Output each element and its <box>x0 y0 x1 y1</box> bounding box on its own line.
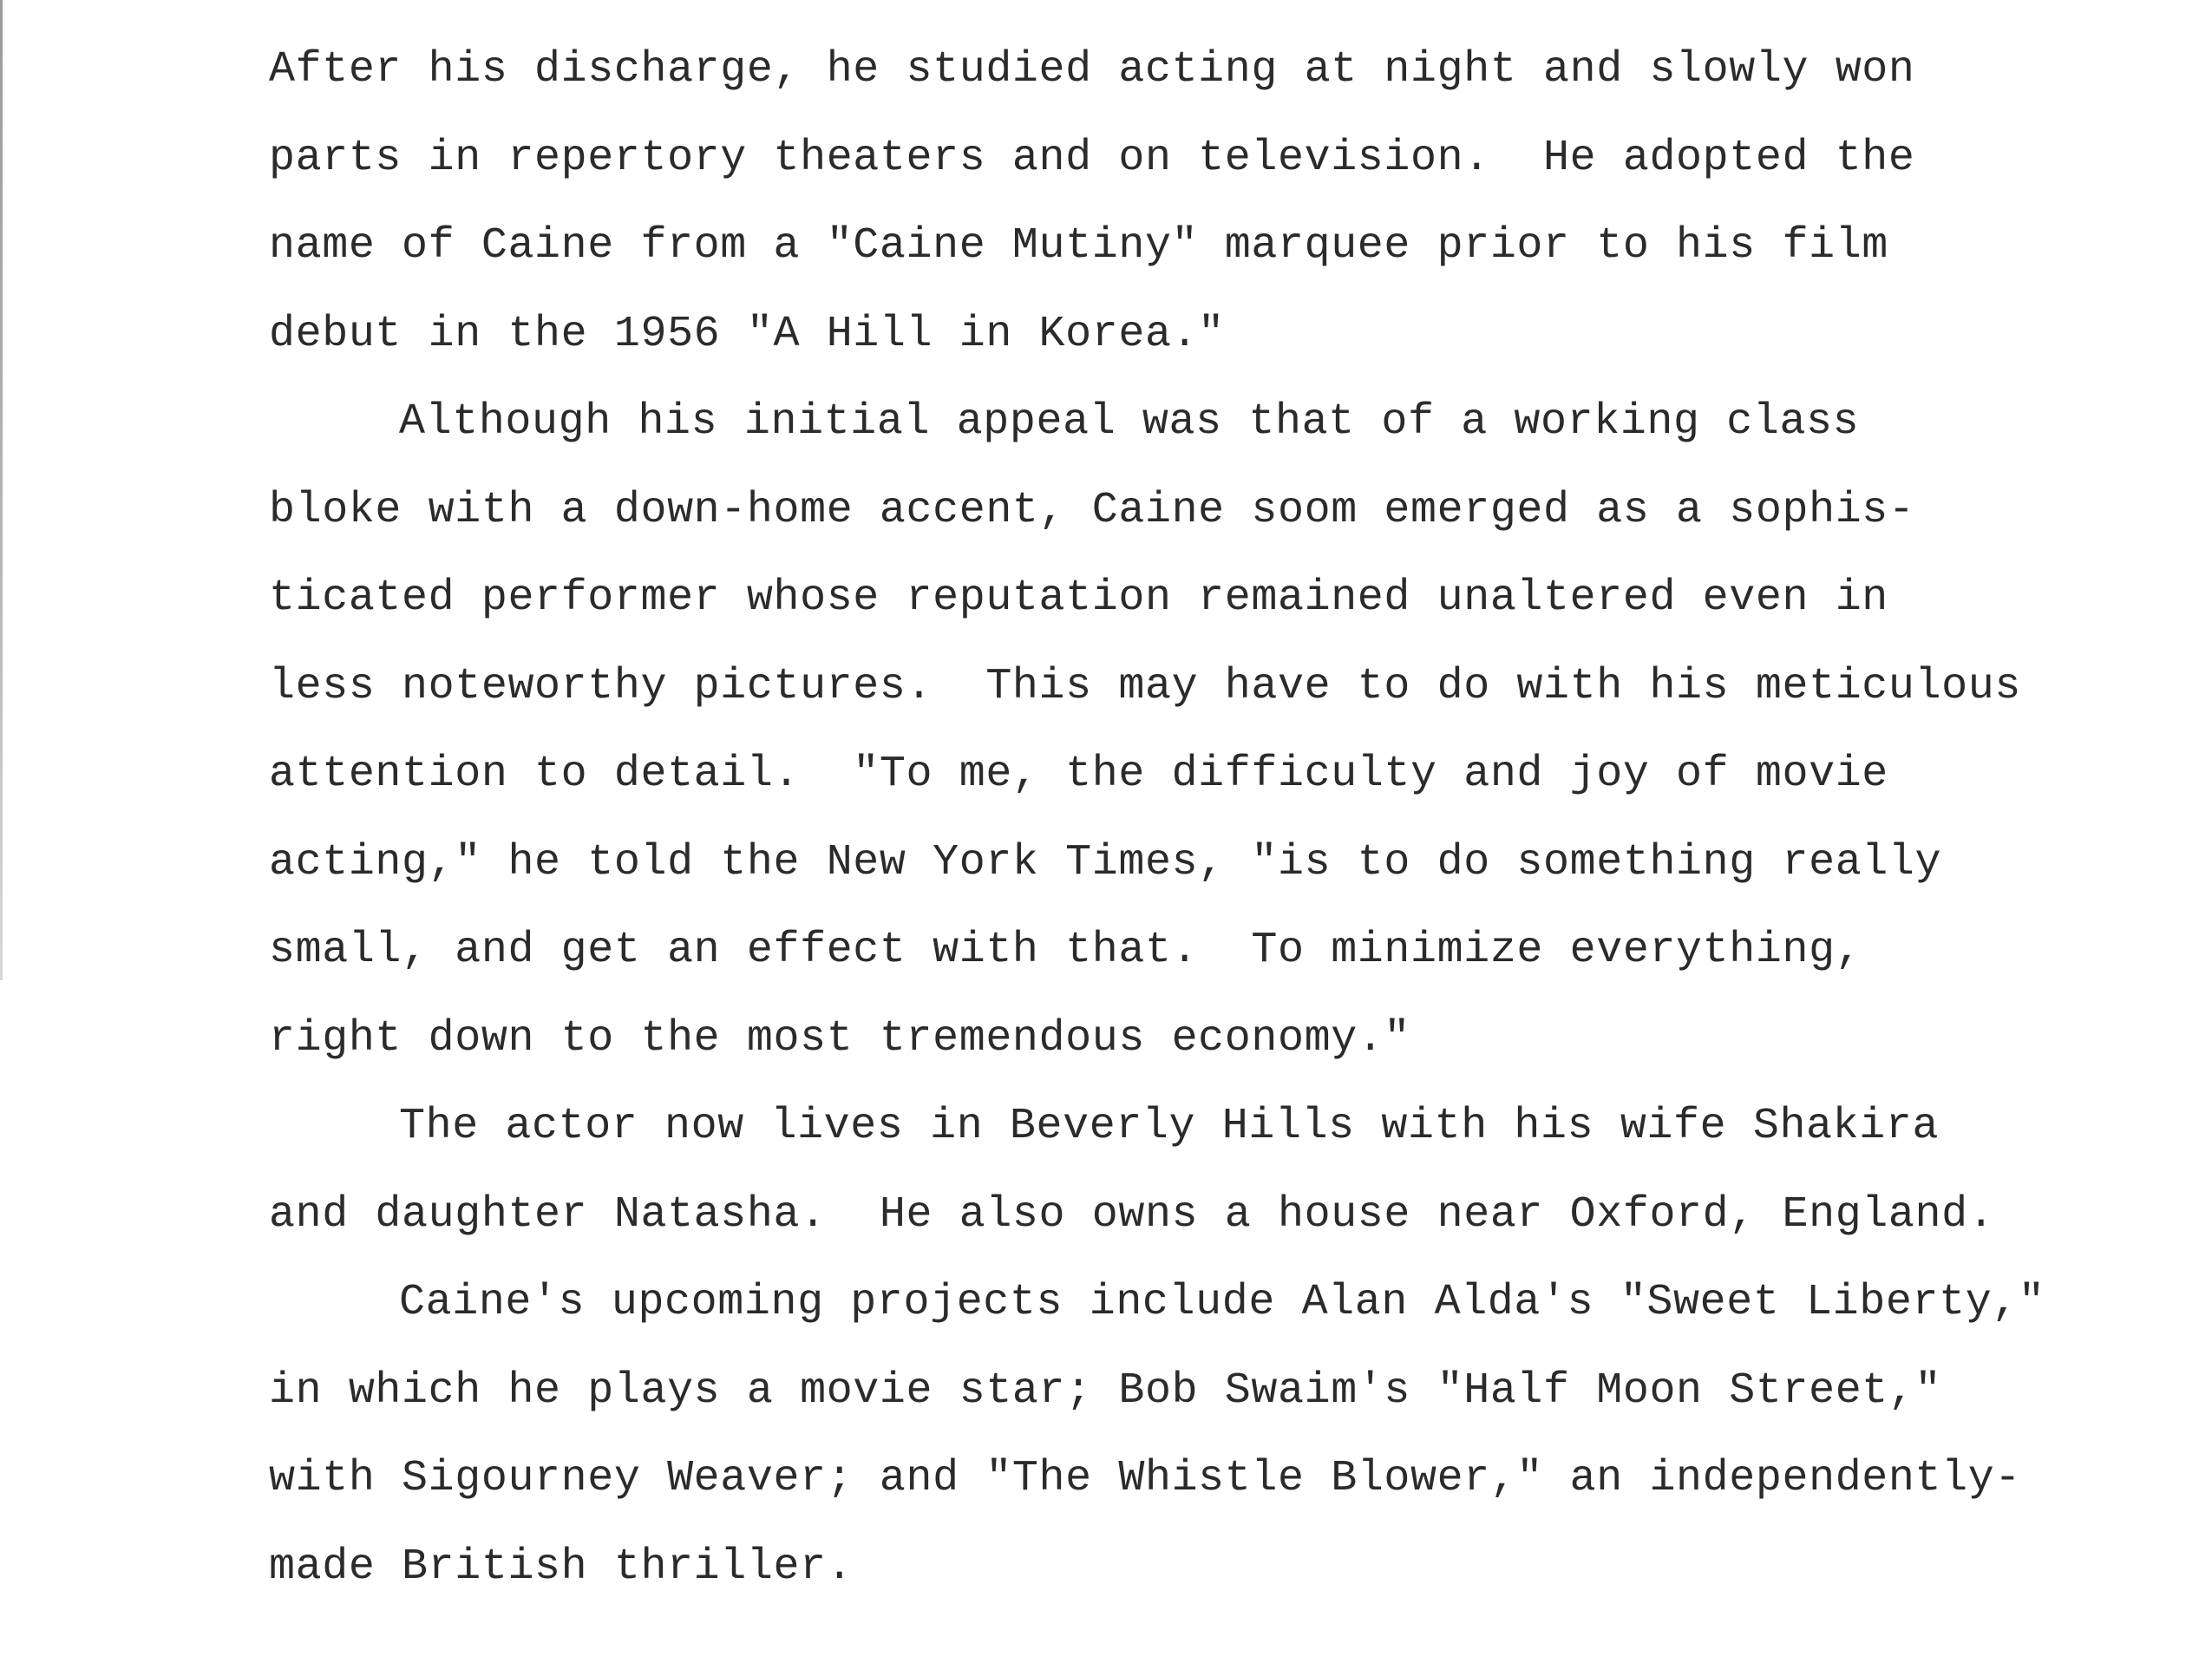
text-line: parts in repertory theaters and on television. He adopted the <box>269 133 1915 183</box>
text-line: Caine's upcoming projects include Alan Alda's "Sweet Liberty," <box>399 1278 2045 1327</box>
text-line: ticated performer whose reputation remained unaltered even in <box>269 573 1888 623</box>
page-edge-shadow <box>0 0 3 980</box>
text-line: right down to the most tremendous economy." <box>269 1013 1411 1064</box>
text-line: Although his initial appeal was that of a working class <box>399 397 1860 447</box>
text-line: debut in the 1956 "A Hill in Korea." <box>269 309 1225 359</box>
text-line: made British thriller. <box>269 1542 854 1592</box>
text-line: less noteworthy pictures. This may have to do with his meticulous <box>269 661 2021 711</box>
text-line: acting," he told the New York Times, "is to do something really <box>269 837 1942 887</box>
text-line: name of Caine from a "Caine Mutiny" marquee prior to his film <box>269 221 1888 271</box>
text-line: attention to detail. "To me, the difficulty and joy of movie <box>269 750 1888 799</box>
body-text <box>269 26 2177 1611</box>
text-line: with Sigourney Weaver; and "The Whistle Blower," an independently- <box>269 1454 2021 1503</box>
text-line: bloke with a down-home accent, Caine soom emerged as a sophis- <box>269 485 1915 535</box>
text-line: The actor now lives in Beverly Hills with his wife Shakira <box>399 1102 1940 1151</box>
text-line: small, and get an effect with that. To minimize everything, <box>269 926 1862 975</box>
text-line: in which he plays a movie star; Bob Swaim's "Half Moon Street," <box>269 1365 1942 1416</box>
text-line: After his discharge, he studied acting at night and slowly won <box>269 45 1915 95</box>
text-line: and daughter Natasha. He also owns a house near Oxford, England. <box>269 1189 1995 1240</box>
